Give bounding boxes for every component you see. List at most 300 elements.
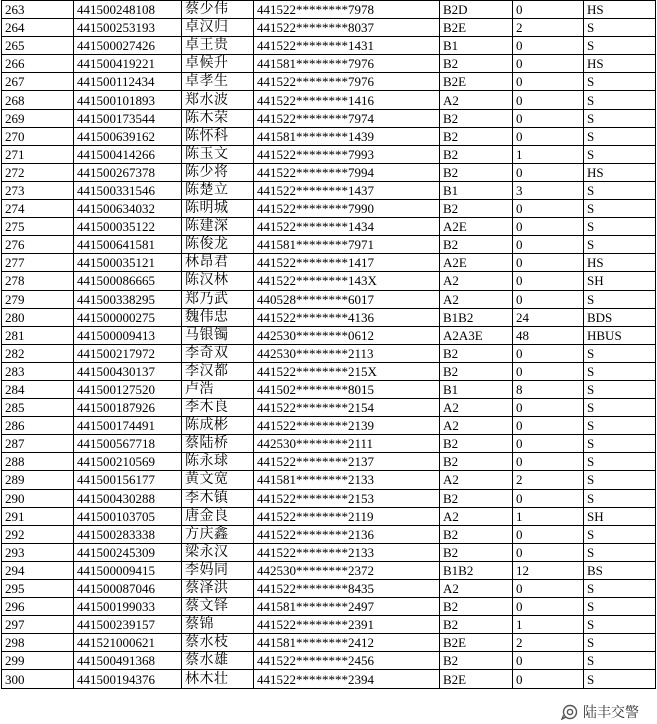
driver-name-cell: 蔡泽洪 [182, 580, 254, 598]
driver-name-cell: 陈建深 [182, 218, 254, 236]
license-class-cell: B2 [440, 127, 513, 145]
archive-number-cell: 441500127520 [74, 380, 182, 398]
id-number-cell: 441522********2153 [254, 489, 440, 507]
id-number-cell: 441522********7976 [254, 73, 440, 91]
id-number-cell: 441522********1417 [254, 254, 440, 272]
driver-name-cell: 蔡陆桥 [182, 435, 254, 453]
row-number-cell: 271 [2, 145, 74, 163]
row-number-cell: 268 [2, 91, 74, 109]
row-number-cell: 298 [2, 634, 74, 652]
archive-number-cell: 441500567718 [74, 435, 182, 453]
table-row [2, 561, 656, 579]
table-row [2, 362, 656, 380]
status-code-cell: HBUS [584, 326, 656, 344]
license-class-cell: B2 [440, 362, 513, 380]
table-row [2, 489, 656, 507]
license-class-cell: A2 [440, 507, 513, 525]
row-number-cell: 293 [2, 543, 74, 561]
archive-number-cell: 441500248108 [74, 1, 182, 19]
driver-name-cell: 李奇双 [182, 344, 254, 362]
row-number-cell: 265 [2, 37, 74, 55]
id-number-cell: 441522********7994 [254, 163, 440, 181]
status-code-cell: S [584, 598, 656, 616]
table-row [2, 109, 656, 127]
archive-number-cell: 441500430288 [74, 489, 182, 507]
score-count-cell: 0 [513, 399, 584, 417]
license-class-cell: B2 [440, 489, 513, 507]
table-row [2, 344, 656, 362]
driver-name-cell: 陈楚立 [182, 181, 254, 199]
driver-name-cell: 黄文宽 [182, 471, 254, 489]
score-count-cell: 0 [513, 200, 584, 218]
status-code-cell: S [584, 109, 656, 127]
status-code-cell: S [584, 435, 656, 453]
status-code-cell: S [584, 489, 656, 507]
table-row [2, 543, 656, 561]
id-number-cell: 441522********8037 [254, 19, 440, 37]
driver-name-cell: 李妈同 [182, 561, 254, 579]
table-row [2, 200, 656, 218]
score-count-cell: 3 [513, 181, 584, 199]
table-row [2, 254, 656, 272]
archive-number-cell: 441500210569 [74, 453, 182, 471]
driver-name-cell: 马银镯 [182, 326, 254, 344]
row-number-cell: 297 [2, 616, 74, 634]
id-number-cell: 440528********6017 [254, 290, 440, 308]
driver-name-cell: 蔡文铎 [182, 598, 254, 616]
license-class-cell: B2 [440, 525, 513, 543]
id-number-cell: 442530********2372 [254, 561, 440, 579]
id-number-cell: 441522********2391 [254, 616, 440, 634]
driver-name-cell: 梁永汉 [182, 543, 254, 561]
score-count-cell: 2 [513, 471, 584, 489]
score-count-cell: 0 [513, 236, 584, 254]
driver-name-cell: 卢浩 [182, 380, 254, 398]
driver-name-cell: 陈少将 [182, 163, 254, 181]
status-code-cell: S [584, 236, 656, 254]
driver-name-cell: 蔡锦 [182, 616, 254, 634]
license-class-cell: A2 [440, 399, 513, 417]
archive-number-cell: 441500174491 [74, 417, 182, 435]
row-number-cell: 285 [2, 399, 74, 417]
license-class-cell: B2E [440, 73, 513, 91]
status-code-cell: S [584, 453, 656, 471]
row-number-cell: 275 [2, 218, 74, 236]
driver-name-cell: 陈俊龙 [182, 236, 254, 254]
score-count-cell: 0 [513, 670, 584, 688]
license-class-cell: B2 [440, 453, 513, 471]
score-count-cell: 2 [513, 634, 584, 652]
table-row [2, 380, 656, 398]
id-number-cell: 441581********2497 [254, 598, 440, 616]
id-number-cell: 441522********8435 [254, 580, 440, 598]
id-number-cell: 441522********2136 [254, 525, 440, 543]
archive-number-cell: 441500087046 [74, 580, 182, 598]
row-number-cell: 284 [2, 380, 74, 398]
license-class-cell: B2 [440, 652, 513, 670]
license-class-cell: A2 [440, 580, 513, 598]
id-number-cell: 441522********2133 [254, 543, 440, 561]
id-number-cell: 441522********7978 [254, 1, 440, 19]
driver-name-cell: 陈怀科 [182, 127, 254, 145]
id-number-cell: 441522********7990 [254, 200, 440, 218]
status-code-cell: S [584, 616, 656, 634]
id-number-cell: 441522********143X [254, 272, 440, 290]
archive-number-cell: 441500009413 [74, 326, 182, 344]
id-number-cell: 441581********7971 [254, 236, 440, 254]
score-count-cell: 0 [513, 218, 584, 236]
status-code-cell: HS [584, 254, 656, 272]
status-code-cell: S [584, 145, 656, 163]
status-code-cell: HS [584, 163, 656, 181]
table-row [2, 399, 656, 417]
id-number-cell: 442530********2113 [254, 344, 440, 362]
license-class-cell: A2A3E [440, 326, 513, 344]
archive-number-cell: 441500414266 [74, 145, 182, 163]
table-row [2, 453, 656, 471]
score-count-cell: 0 [513, 543, 584, 561]
score-count-cell: 1 [513, 616, 584, 634]
row-number-cell: 289 [2, 471, 74, 489]
table-row [2, 127, 656, 145]
score-count-cell: 0 [513, 525, 584, 543]
status-code-cell: S [584, 670, 656, 688]
row-number-cell: 270 [2, 127, 74, 145]
status-code-cell: S [584, 580, 656, 598]
status-code-cell: SH [584, 507, 656, 525]
score-count-cell: 0 [513, 109, 584, 127]
driver-name-cell: 蔡少伟 [182, 1, 254, 19]
license-class-cell: B1B2 [440, 561, 513, 579]
license-class-cell: B2 [440, 598, 513, 616]
status-code-cell: BDS [584, 308, 656, 326]
row-number-cell: 291 [2, 507, 74, 525]
score-count-cell: 0 [513, 37, 584, 55]
archive-number-cell: 441500267378 [74, 163, 182, 181]
score-count-cell: 0 [513, 73, 584, 91]
row-number-cell: 278 [2, 272, 74, 290]
score-count-cell: 0 [513, 417, 584, 435]
row-number-cell: 267 [2, 73, 74, 91]
row-number-cell: 277 [2, 254, 74, 272]
archive-number-cell: 441500187926 [74, 399, 182, 417]
row-number-cell: 274 [2, 200, 74, 218]
archive-number-cell: 441500283338 [74, 525, 182, 543]
id-number-cell: 441522********2394 [254, 670, 440, 688]
row-number-cell: 296 [2, 598, 74, 616]
archive-number-cell: 441500634032 [74, 200, 182, 218]
table-row [2, 55, 656, 73]
status-code-cell: BS [584, 561, 656, 579]
id-number-cell: 441522********1416 [254, 91, 440, 109]
account-watermark [557, 701, 643, 723]
status-code-cell: S [584, 19, 656, 37]
row-number-cell: 288 [2, 453, 74, 471]
archive-number-cell: 441500086665 [74, 272, 182, 290]
driver-name-cell: 陈永球 [182, 453, 254, 471]
id-number-cell: 441522********215X [254, 362, 440, 380]
status-code-cell: S [584, 73, 656, 91]
table-row [2, 580, 656, 598]
status-code-cell: S [584, 543, 656, 561]
id-number-cell: 441522********2137 [254, 453, 440, 471]
score-count-cell: 0 [513, 55, 584, 73]
archive-number-cell: 441500156177 [74, 471, 182, 489]
status-code-cell: S [584, 344, 656, 362]
table-row [2, 290, 656, 308]
driver-name-cell: 卓王贵 [182, 37, 254, 55]
status-code-cell: S [584, 399, 656, 417]
archive-number-cell: 441500101893 [74, 91, 182, 109]
driver-name-cell: 李木良 [182, 399, 254, 417]
status-code-cell: S [584, 362, 656, 380]
driver-name-cell: 陈汉林 [182, 272, 254, 290]
table-row [2, 73, 656, 91]
table-row [2, 218, 656, 236]
records-table [1, 0, 656, 689]
archive-number-cell: 441500173544 [74, 109, 182, 127]
id-number-cell: 441581********2412 [254, 634, 440, 652]
score-count-cell: 24 [513, 308, 584, 326]
row-number-cell: 282 [2, 344, 74, 362]
table-row [2, 308, 656, 326]
status-code-cell: SH [584, 272, 656, 290]
table-row [2, 1, 656, 19]
score-count-cell: 1 [513, 145, 584, 163]
archive-number-cell: 441500491368 [74, 652, 182, 670]
table-row [2, 272, 656, 290]
table-row [2, 181, 656, 199]
license-class-cell: A2 [440, 272, 513, 290]
table-row [2, 652, 656, 670]
license-class-cell: B2E [440, 634, 513, 652]
archive-number-cell: 441500194376 [74, 670, 182, 688]
score-count-cell: 0 [513, 290, 584, 308]
id-number-cell: 441522********2456 [254, 652, 440, 670]
row-number-cell: 286 [2, 417, 74, 435]
archive-number-cell: 441500430137 [74, 362, 182, 380]
score-count-cell: 0 [513, 1, 584, 19]
score-count-cell: 0 [513, 91, 584, 109]
archive-number-cell: 441500035122 [74, 218, 182, 236]
table-row [2, 634, 656, 652]
id-number-cell: 441522********2154 [254, 399, 440, 417]
row-number-cell: 294 [2, 561, 74, 579]
score-count-cell: 0 [513, 652, 584, 670]
archive-number-cell: 441500217972 [74, 344, 182, 362]
table-row [2, 471, 656, 489]
table-row [2, 507, 656, 525]
row-number-cell: 299 [2, 652, 74, 670]
score-count-cell: 0 [513, 254, 584, 272]
status-code-cell: S [584, 290, 656, 308]
driver-name-cell: 陈明城 [182, 200, 254, 218]
score-count-cell: 48 [513, 326, 584, 344]
license-class-cell: B2 [440, 200, 513, 218]
id-number-cell: 441522********7993 [254, 145, 440, 163]
archive-number-cell: 441500245309 [74, 543, 182, 561]
license-class-cell: B1 [440, 181, 513, 199]
table-row [2, 145, 656, 163]
table-row [2, 598, 656, 616]
records-table-body [2, 1, 656, 689]
archive-number-cell: 441500253193 [74, 19, 182, 37]
table-row [2, 417, 656, 435]
license-class-cell: A2 [440, 91, 513, 109]
license-class-cell: B2 [440, 543, 513, 561]
driver-name-cell: 郑水波 [182, 91, 254, 109]
archive-number-cell: 441500103705 [74, 507, 182, 525]
id-number-cell: 441522********1437 [254, 181, 440, 199]
archive-number-cell: 441521000621 [74, 634, 182, 652]
status-code-cell: S [584, 218, 656, 236]
score-count-cell: 1 [513, 507, 584, 525]
license-class-cell: B2 [440, 344, 513, 362]
archive-number-cell: 441500639162 [74, 127, 182, 145]
score-count-cell: 8 [513, 380, 584, 398]
status-code-cell: S [584, 634, 656, 652]
archive-number-cell: 441500338295 [74, 290, 182, 308]
records-sheet [1, 0, 656, 689]
archive-number-cell: 441500239157 [74, 616, 182, 634]
row-number-cell: 281 [2, 326, 74, 344]
id-number-cell: 441581********7976 [254, 55, 440, 73]
row-number-cell: 269 [2, 109, 74, 127]
archive-number-cell: 441500000275 [74, 308, 182, 326]
row-number-cell: 287 [2, 435, 74, 453]
status-code-cell: HS [584, 55, 656, 73]
driver-name-cell: 方庆鑫 [182, 525, 254, 543]
row-number-cell: 283 [2, 362, 74, 380]
archive-number-cell: 441500035121 [74, 254, 182, 272]
status-code-cell: S [584, 525, 656, 543]
driver-name-cell: 陈玉文 [182, 145, 254, 163]
score-count-cell: 0 [513, 344, 584, 362]
id-number-cell: 442530********2111 [254, 435, 440, 453]
id-number-cell: 441581********2133 [254, 471, 440, 489]
driver-name-cell: 魏伟忠 [182, 308, 254, 326]
table-row [2, 163, 656, 181]
archive-number-cell: 441500331546 [74, 181, 182, 199]
archive-number-cell: 441500112434 [74, 73, 182, 91]
driver-name-cell: 蔡水枝 [182, 634, 254, 652]
license-class-cell: B2E [440, 670, 513, 688]
status-code-cell: S [584, 91, 656, 109]
row-number-cell: 295 [2, 580, 74, 598]
status-code-cell: S [584, 471, 656, 489]
wechat-official-account-icon [561, 704, 579, 720]
license-class-cell: B2 [440, 435, 513, 453]
row-number-cell: 279 [2, 290, 74, 308]
status-code-cell: S [584, 417, 656, 435]
id-number-cell: 441581********1439 [254, 127, 440, 145]
id-number-cell: 441522********2139 [254, 417, 440, 435]
driver-name-cell: 陈木荣 [182, 109, 254, 127]
license-class-cell: A2 [440, 471, 513, 489]
driver-name-cell: 卓汉归 [182, 19, 254, 37]
status-code-cell: S [584, 127, 656, 145]
row-number-cell: 272 [2, 163, 74, 181]
id-number-cell: 441502********8015 [254, 380, 440, 398]
table-row [2, 435, 656, 453]
status-code-cell: S [584, 200, 656, 218]
table-row [2, 326, 656, 344]
archive-number-cell: 441500641581 [74, 236, 182, 254]
score-count-cell: 0 [513, 272, 584, 290]
id-number-cell: 441522********7974 [254, 109, 440, 127]
license-class-cell: B2 [440, 616, 513, 634]
status-code-cell: S [584, 37, 656, 55]
score-count-cell: 0 [513, 163, 584, 181]
row-number-cell: 273 [2, 181, 74, 199]
driver-name-cell: 蔡水雄 [182, 652, 254, 670]
table-row [2, 37, 656, 55]
license-class-cell: B2E [440, 19, 513, 37]
status-code-cell: S [584, 380, 656, 398]
license-class-cell: A2E [440, 218, 513, 236]
table-row [2, 616, 656, 634]
id-number-cell: 441522********4136 [254, 308, 440, 326]
archive-number-cell: 441500009415 [74, 561, 182, 579]
license-class-cell: B2D [440, 1, 513, 19]
score-count-cell: 0 [513, 598, 584, 616]
row-number-cell: 264 [2, 19, 74, 37]
archive-number-cell: 441500027426 [74, 37, 182, 55]
license-class-cell: B1B2 [440, 308, 513, 326]
row-number-cell: 292 [2, 525, 74, 543]
driver-name-cell: 林昂君 [182, 254, 254, 272]
archive-number-cell: 441500419221 [74, 55, 182, 73]
score-count-cell: 0 [513, 453, 584, 471]
table-row [2, 670, 656, 688]
driver-name-cell: 陈成彬 [182, 417, 254, 435]
id-number-cell: 441522********1434 [254, 218, 440, 236]
id-number-cell: 442530********0612 [254, 326, 440, 344]
license-class-cell: B2 [440, 109, 513, 127]
license-class-cell: B2 [440, 236, 513, 254]
row-number-cell: 280 [2, 308, 74, 326]
id-number-cell: 441522********1431 [254, 37, 440, 55]
status-code-cell: HS [584, 1, 656, 19]
status-code-cell: S [584, 181, 656, 199]
archive-number-cell: 441500199033 [74, 598, 182, 616]
driver-name-cell: 唐金良 [182, 507, 254, 525]
table-row [2, 236, 656, 254]
score-count-cell: 0 [513, 435, 584, 453]
id-number-cell: 441522********2119 [254, 507, 440, 525]
license-class-cell: A2 [440, 290, 513, 308]
driver-name-cell: 李汉都 [182, 362, 254, 380]
license-class-cell: A2E [440, 254, 513, 272]
license-class-cell: B1 [440, 37, 513, 55]
status-code-cell: S [584, 652, 656, 670]
license-class-cell: B1 [440, 380, 513, 398]
row-number-cell: 266 [2, 55, 74, 73]
score-count-cell: 2 [513, 19, 584, 37]
license-class-cell: A2 [440, 417, 513, 435]
driver-name-cell: 郑乃武 [182, 290, 254, 308]
license-class-cell: B2 [440, 145, 513, 163]
row-number-cell: 300 [2, 670, 74, 688]
score-count-cell: 0 [513, 489, 584, 507]
score-count-cell: 0 [513, 127, 584, 145]
row-number-cell: 276 [2, 236, 74, 254]
license-class-cell: B2 [440, 163, 513, 181]
driver-name-cell: 林木壮 [182, 670, 254, 688]
score-count-cell: 12 [513, 561, 584, 579]
row-number-cell: 290 [2, 489, 74, 507]
table-row [2, 19, 656, 37]
